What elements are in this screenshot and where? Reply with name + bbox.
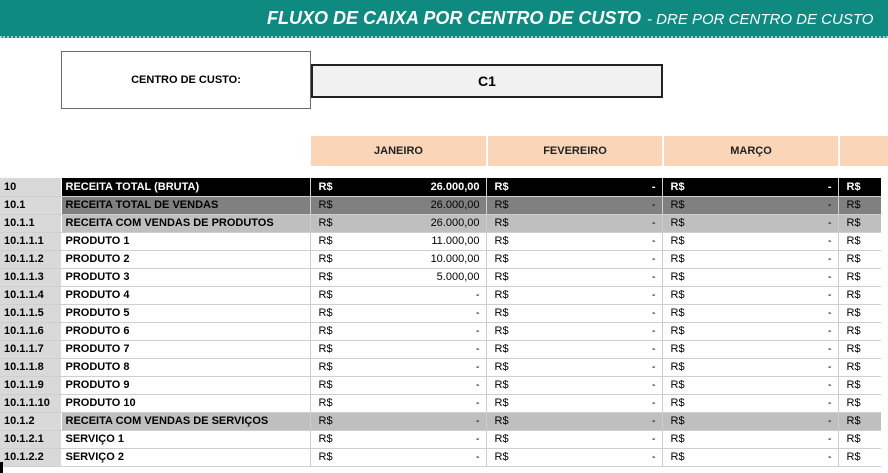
- amount: -: [827, 199, 832, 211]
- value-cell[interactable]: [486, 376, 662, 394]
- value-cell[interactable]: [662, 394, 838, 412]
- value-cell[interactable]: [838, 394, 881, 412]
- value-cell[interactable]: [310, 214, 486, 232]
- amount: -: [475, 433, 480, 445]
- table-row: [0, 394, 881, 412]
- currency-symbol: R$: [494, 199, 509, 211]
- amount: -: [827, 235, 832, 247]
- month-header-apr[interactable]: [840, 136, 888, 166]
- value-cell[interactable]: [838, 268, 881, 286]
- value-cell[interactable]: [838, 214, 881, 232]
- amount: -: [651, 397, 656, 409]
- currency-symbol: R$: [670, 361, 685, 373]
- value-cell[interactable]: [838, 322, 881, 340]
- value-cell[interactable]: [310, 304, 486, 322]
- amount: -: [827, 415, 832, 427]
- value-cell[interactable]: [310, 232, 486, 250]
- value-cell[interactable]: [662, 286, 838, 304]
- account-code-cell[interactable]: 10.1.1.8: [0, 358, 61, 376]
- amount: -: [827, 180, 832, 193]
- amount: 26.000,00: [430, 180, 480, 193]
- currency-symbol: R$: [670, 271, 685, 283]
- month-header-feb[interactable]: FEVEREIRO: [488, 136, 662, 166]
- value-cell[interactable]: [310, 376, 486, 394]
- currency-symbol: R$: [318, 217, 333, 229]
- table-row: [0, 178, 881, 196]
- cost-center-value: C1: [478, 73, 496, 89]
- value-cell[interactable]: [486, 358, 662, 376]
- amount: 11.000,00: [431, 235, 480, 247]
- table-row: [0, 322, 881, 340]
- currency-symbol: R$: [670, 289, 685, 301]
- table-row: [0, 286, 881, 304]
- value-cell[interactable]: [838, 286, 881, 304]
- amount: -: [475, 307, 480, 319]
- account-description-cell[interactable]: PRODUTO 3: [61, 268, 310, 286]
- value-cell[interactable]: [838, 448, 881, 466]
- currency-symbol: R$: [494, 379, 509, 391]
- account-description-cell[interactable]: RECEITA COM VENDAS DE SERVIÇOS: [61, 412, 310, 430]
- table-row: [0, 412, 881, 430]
- value-cell[interactable]: [662, 430, 838, 448]
- currency-symbol: R$: [846, 397, 861, 409]
- amount: -: [827, 397, 832, 409]
- account-code-cell[interactable]: 10: [0, 178, 61, 196]
- value-cell[interactable]: [662, 214, 838, 232]
- table-row: [0, 268, 881, 286]
- value-cell[interactable]: [838, 178, 881, 196]
- account-code-cell[interactable]: 10.1.1.9: [0, 376, 61, 394]
- currency-symbol: R$: [318, 397, 333, 409]
- currency-symbol: R$: [494, 325, 509, 337]
- currency-symbol: R$: [670, 451, 685, 463]
- account-description-cell[interactable]: PRODUTO 5: [61, 304, 310, 322]
- value-cell[interactable]: [486, 286, 662, 304]
- currency-symbol: R$: [846, 361, 861, 373]
- account-description-cell[interactable]: PRODUTO 2: [61, 250, 310, 268]
- currency-symbol: R$: [318, 379, 333, 391]
- amount: -: [827, 253, 832, 265]
- value-cell[interactable]: [838, 196, 881, 214]
- value-cell[interactable]: [486, 340, 662, 358]
- value-cell[interactable]: [310, 268, 486, 286]
- currency-symbol: R$: [318, 289, 333, 301]
- account-code-cell[interactable]: 10.1.2: [0, 412, 61, 430]
- currency-symbol: R$: [846, 253, 861, 265]
- amount: -: [651, 415, 656, 427]
- currency-symbol: R$: [670, 379, 685, 391]
- table-row: [0, 376, 881, 394]
- currency-symbol: R$: [318, 415, 333, 427]
- value-cell[interactable]: [486, 196, 662, 214]
- account-code-cell[interactable]: 10.1.1.3: [0, 268, 61, 286]
- account-code-cell[interactable]: 10.1.1.10: [0, 394, 61, 412]
- currency-symbol: R$: [318, 451, 333, 463]
- table-row: [0, 196, 881, 214]
- table-row: [0, 250, 881, 268]
- account-code-cell[interactable]: 10.1.2.2: [0, 448, 61, 466]
- currency-symbol: R$: [318, 180, 333, 193]
- account-description-cell[interactable]: RECEITA TOTAL DE VENDAS: [61, 196, 310, 214]
- currency-symbol: R$: [318, 307, 333, 319]
- value-cell[interactable]: [662, 340, 838, 358]
- amount: -: [827, 325, 832, 337]
- amount: -: [651, 325, 656, 337]
- currency-symbol: R$: [670, 199, 685, 211]
- amount: -: [475, 415, 480, 427]
- value-cell[interactable]: [486, 250, 662, 268]
- page-subtitle: - DRE POR CENTRO DE CUSTO: [647, 11, 874, 28]
- value-cell[interactable]: [310, 340, 486, 358]
- value-cell[interactable]: [310, 448, 486, 466]
- currency-symbol: R$: [494, 415, 509, 427]
- amount: -: [827, 361, 832, 373]
- value-cell[interactable]: [662, 448, 838, 466]
- account-description-cell[interactable]: PRODUTO 8: [61, 358, 310, 376]
- amount: -: [475, 343, 480, 355]
- currency-symbol: R$: [494, 343, 509, 355]
- currency-symbol: R$: [494, 451, 509, 463]
- amount: -: [651, 289, 656, 301]
- currency-symbol: R$: [494, 253, 509, 265]
- value-cell[interactable]: [662, 358, 838, 376]
- amount: -: [827, 307, 832, 319]
- value-cell[interactable]: [662, 322, 838, 340]
- amount: -: [827, 451, 832, 463]
- amount: 10.000,00: [430, 253, 480, 265]
- currency-symbol: R$: [494, 289, 509, 301]
- amount: -: [475, 379, 480, 391]
- value-cell[interactable]: [486, 268, 662, 286]
- currency-symbol: R$: [846, 343, 861, 355]
- amount: -: [651, 361, 656, 373]
- currency-symbol: R$: [494, 180, 509, 193]
- table-row: [0, 304, 881, 322]
- currency-symbol: R$: [318, 343, 333, 355]
- account-code-cell[interactable]: 10.1.1: [0, 214, 61, 232]
- amount: -: [651, 379, 656, 391]
- currency-symbol: R$: [318, 361, 333, 373]
- currency-symbol: R$: [670, 343, 685, 355]
- value-cell[interactable]: [838, 412, 881, 430]
- value-cell[interactable]: [310, 430, 486, 448]
- amount: -: [827, 343, 832, 355]
- table-row: [0, 358, 881, 376]
- currency-symbol: R$: [670, 307, 685, 319]
- currency-symbol: R$: [494, 433, 509, 445]
- value-cell[interactable]: [486, 412, 662, 430]
- amount: -: [651, 217, 656, 229]
- amount: -: [827, 289, 832, 301]
- currency-symbol: R$: [846, 235, 861, 247]
- account-description-cell[interactable]: PRODUTO 1: [61, 232, 310, 250]
- value-cell[interactable]: [310, 412, 486, 430]
- value-cell[interactable]: [662, 178, 838, 196]
- currency-symbol: R$: [494, 361, 509, 373]
- value-cell[interactable]: [838, 376, 881, 394]
- value-cell[interactable]: [486, 430, 662, 448]
- currency-symbol: R$: [494, 271, 509, 283]
- amount: -: [827, 271, 832, 283]
- cost-center-label-text: CENTRO DE CUSTO:: [131, 74, 241, 86]
- value-cell[interactable]: [486, 394, 662, 412]
- table-row: [0, 430, 881, 448]
- currency-symbol: R$: [846, 451, 861, 463]
- currency-symbol: R$: [318, 271, 333, 283]
- currency-symbol: R$: [846, 433, 861, 445]
- currency-symbol: R$: [318, 433, 333, 445]
- cost-center-label: [61, 51, 311, 109]
- amount: -: [651, 271, 656, 283]
- value-cell[interactable]: [486, 178, 662, 196]
- account-code-cell[interactable]: 10.1.1.5: [0, 304, 61, 322]
- currency-symbol: R$: [670, 325, 685, 337]
- currency-symbol: R$: [494, 307, 509, 319]
- amount: -: [475, 361, 480, 373]
- currency-symbol: R$: [846, 217, 861, 229]
- value-cell[interactable]: [838, 250, 881, 268]
- currency-symbol: R$: [846, 180, 861, 193]
- currency-symbol: R$: [318, 253, 333, 265]
- account-description-cell[interactable]: RECEITA COM VENDAS DE PRODUTOS: [61, 214, 310, 232]
- sheet-header: [0, 0, 888, 38]
- amount: -: [475, 451, 480, 463]
- amount: -: [651, 433, 656, 445]
- account-code-cell[interactable]: 10.1.1.4: [0, 286, 61, 304]
- amount: -: [651, 451, 656, 463]
- amount: -: [475, 289, 480, 301]
- currency-symbol: R$: [670, 415, 685, 427]
- account-code-cell[interactable]: 10.1.1.7: [0, 340, 61, 358]
- account-code-cell[interactable]: 10.1.1.6: [0, 322, 61, 340]
- cost-center-select[interactable]: [311, 64, 663, 98]
- currency-symbol: R$: [670, 235, 685, 247]
- currency-symbol: R$: [494, 235, 509, 247]
- value-cell[interactable]: [310, 178, 486, 196]
- value-cell[interactable]: [662, 250, 838, 268]
- amount: -: [651, 199, 656, 211]
- currency-symbol: R$: [846, 379, 861, 391]
- value-cell[interactable]: [310, 286, 486, 304]
- currency-symbol: R$: [670, 180, 685, 193]
- currency-symbol: R$: [670, 397, 685, 409]
- amount: 26.000,00: [430, 199, 480, 211]
- dre-table: [0, 178, 881, 467]
- amount: -: [651, 235, 656, 247]
- value-cell[interactable]: [838, 358, 881, 376]
- currency-symbol: R$: [846, 307, 861, 319]
- currency-symbol: R$: [846, 289, 861, 301]
- value-cell[interactable]: [662, 412, 838, 430]
- amount: 26.000,00: [430, 217, 480, 229]
- value-cell[interactable]: [838, 304, 881, 322]
- amount: -: [651, 343, 656, 355]
- account-code-cell[interactable]: 10.1.2.1: [0, 430, 61, 448]
- account-code-cell[interactable]: 10.1.1.2: [0, 250, 61, 268]
- amount: -: [651, 180, 656, 193]
- value-cell[interactable]: [662, 232, 838, 250]
- currency-symbol: R$: [846, 415, 861, 427]
- value-cell[interactable]: [310, 394, 486, 412]
- currency-symbol: R$: [670, 433, 685, 445]
- currency-symbol: R$: [846, 199, 861, 211]
- currency-symbol: R$: [318, 199, 333, 211]
- value-cell[interactable]: [310, 358, 486, 376]
- amount: -: [827, 217, 832, 229]
- value-cell[interactable]: [486, 322, 662, 340]
- month-header-jan[interactable]: JANEIRO: [311, 136, 486, 166]
- currency-symbol: R$: [494, 397, 509, 409]
- account-description-cell[interactable]: SERVIÇO 1: [61, 430, 310, 448]
- value-cell[interactable]: [838, 430, 881, 448]
- table-row: [0, 214, 881, 232]
- value-cell[interactable]: [310, 250, 486, 268]
- amount: -: [475, 325, 480, 337]
- amount: -: [651, 253, 656, 265]
- value-cell[interactable]: [310, 322, 486, 340]
- amount: 5.000,00: [436, 271, 480, 283]
- table-row: [0, 448, 881, 466]
- currency-symbol: R$: [494, 217, 509, 229]
- amount: -: [651, 307, 656, 319]
- value-cell[interactable]: [486, 232, 662, 250]
- account-description-cell[interactable]: PRODUTO 10: [61, 394, 310, 412]
- currency-symbol: R$: [846, 271, 861, 283]
- value-cell[interactable]: [486, 448, 662, 466]
- value-cell[interactable]: [662, 196, 838, 214]
- amount: -: [475, 397, 480, 409]
- currency-symbol: R$: [670, 217, 685, 229]
- text-cursor: [0, 462, 3, 473]
- currency-symbol: R$: [318, 235, 333, 247]
- currency-symbol: R$: [670, 253, 685, 265]
- account-description-cell[interactable]: RECEITA TOTAL (BRUTA): [61, 178, 310, 196]
- currency-symbol: R$: [846, 325, 861, 337]
- value-cell[interactable]: [486, 304, 662, 322]
- value-cell[interactable]: [662, 268, 838, 286]
- table-row: [0, 232, 881, 250]
- value-cell[interactable]: [838, 340, 881, 358]
- account-code-cell[interactable]: 10.1: [0, 196, 61, 214]
- value-cell[interactable]: [662, 376, 838, 394]
- value-cell[interactable]: [838, 232, 881, 250]
- value-cell[interactable]: [662, 304, 838, 322]
- month-header-mar[interactable]: MARÇO: [664, 136, 838, 166]
- page-title: FLUXO DE CAIXA POR CENTRO DE CUSTO: [267, 8, 642, 28]
- amount: -: [827, 379, 832, 391]
- value-cell[interactable]: [486, 214, 662, 232]
- amount: -: [827, 433, 832, 445]
- account-code-cell[interactable]: 10.1.1.1: [0, 232, 61, 250]
- account-description-cell[interactable]: PRODUTO 7: [61, 340, 310, 358]
- account-description-cell[interactable]: PRODUTO 9: [61, 376, 310, 394]
- account-description-cell[interactable]: PRODUTO 6: [61, 322, 310, 340]
- table-row: [0, 340, 881, 358]
- value-cell[interactable]: [310, 196, 486, 214]
- account-description-cell[interactable]: SERVIÇO 2: [61, 448, 310, 466]
- currency-symbol: R$: [318, 325, 333, 337]
- account-description-cell[interactable]: PRODUTO 4: [61, 286, 310, 304]
